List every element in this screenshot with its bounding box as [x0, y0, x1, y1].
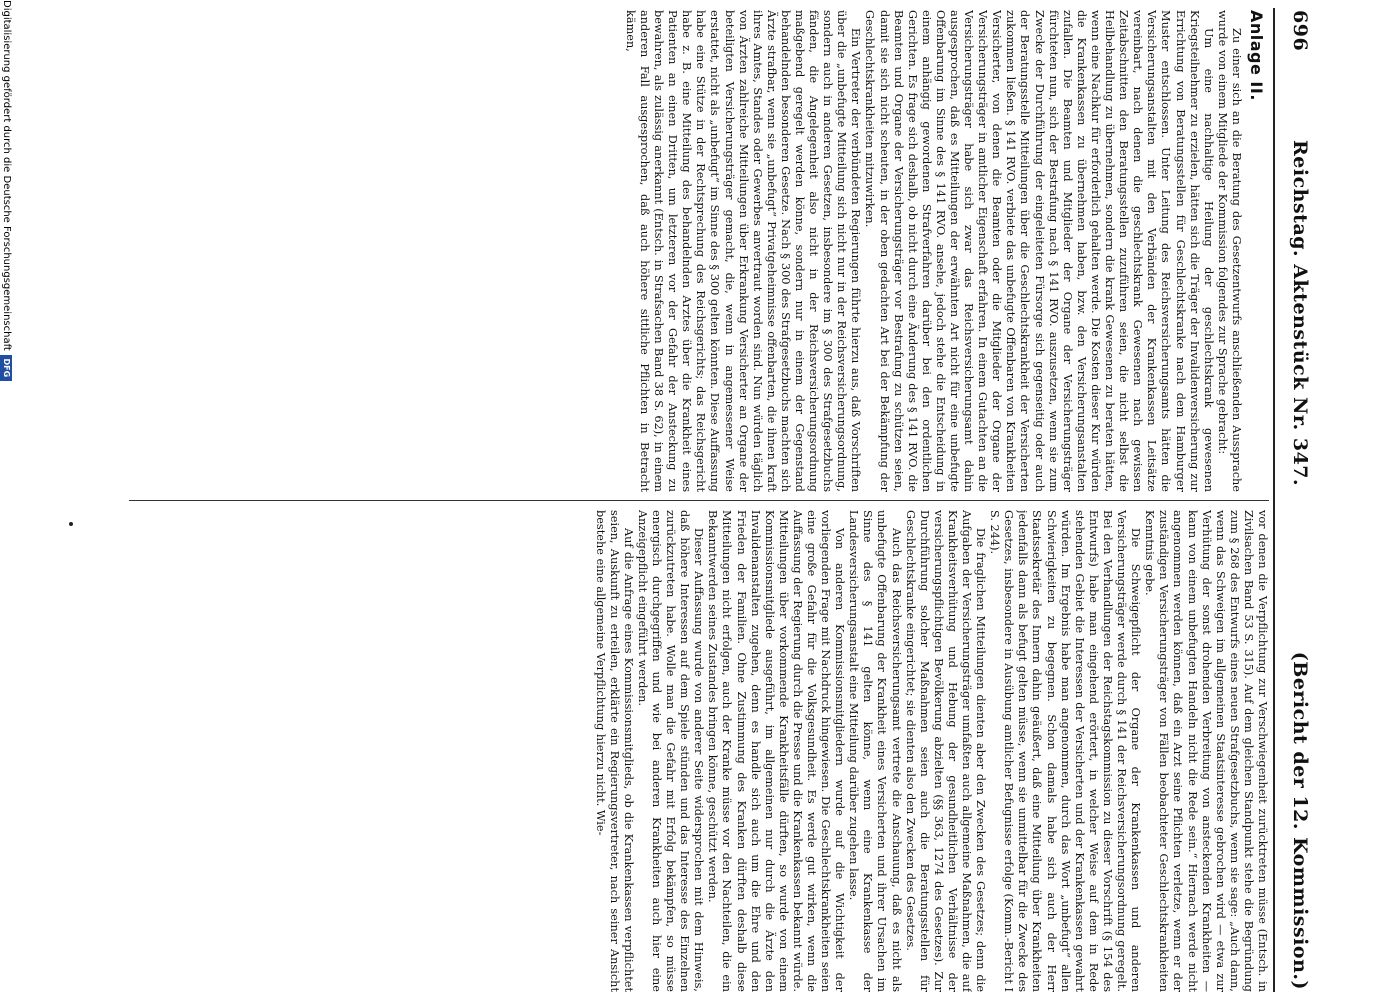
paragraph: Die fraglichen Mitteilungen dienten aber den Zwecken des Gesetzes; denn die Aufgaben der Versicherungsträger umfaßten auch allgemeine Maßnahmen, die auf Krankheitsverhütung und Hebung der gesundheitlichen Verhältnisse der versicherungspflichtigen Bevölkerung abzielten (§§ 363, 1274 des Gesetzes). Zur Durchführung solcher Maßnahmen seien auch die Beratungsstellen für Geschlechtskranke eingerichtet; sie dienten also den Zwecken des Gesetzes.: [903, 510, 988, 992]
credit-text: Digitalisierung gefördert durch die Deutsche Forschungsgemeinschaft: [1, 0, 12, 351]
paragraph: Die Schweigepflicht der Organe der Krankenkassen und anderen Versicherungsträger werde durch § 141 der Reichsversicherungsordnung geregelt. Bei den Verhandlungen der Reichstagskommission zu dieser Vorschrift (§ 154 des Entwurfs) habe man eingehend erörtert, in welcher Weise auf dem in Rede stehenden Gebiet die Interessen der Versicherten und der Krankenkassen gewahrt würden. Im Ergebnis habe man angenommen, durch das Wort „unbefugt“ allen Schwierigkeiten zu begegnen. Schon damals habe sich auch der Herr Staatssekretär des Innern dahin geäußert, daß eine Mitteilung über Krankheiten jedenfalls dann als befugt gelten müsse, wenn sie unmittelbar für die Zwecke des Gesetzes, insbesondere in Ausübung amtlicher Befugnisse erfolge (Komm.-Bericht I S. 244).: [988, 510, 1143, 992]
paragraph: vor denen die Verpflichtung zur Verschwiegenheit zurücktreten müsse (Entsch. in Zivilsachen Band 53 S. 315). Auf dem gleichen Standpunkt stehe die Begründung zum § 268 des Entwurfs eines neuen Strafgesetzbuchs, wenn sie sage: „Auch dann, wenn das Schweigen im allgemeinen Staatsinteresse gebrochen wird — etwa zur Verhütung der sonst drohenden Verbreitung von ansteckenden Krankheiten — kann von einem unbefugten Handeln nicht die Rede sein.“ Hiernach werde nicht angenommen werden können, daß ein Arzt seine Pflichten verletze, wenn er der zuständigen Versicherungsträger von Fällen beobachteter Geschlechtskrankheiten Kenntnis gebe.: [1143, 510, 1269, 992]
column-divider: [129, 500, 1269, 501]
left-column: [129, 10, 1269, 492]
document-title: Reichstag. Aktenstück Nr. 347.: [1289, 140, 1311, 487]
paragraph: Auf die Anfrage eines Kommissionsmitglieds, ob die Krankenkassen verpflichtet seien, Auskunft zu erteilen, erklärte ein Regierungsvertreter, nach seiner Ansicht bestehe eine allgemeine Verpflichtung hierzu nicht. Wie-: [593, 510, 635, 992]
paragraph: Von anderen Kommissionsmitgliedern wurde auf die Wichtigkeit der vorliegenden Frage mit Nachdruck hingewiesen. Die Geschlechtskrankheiten seien eine große Gefahr für die Volksgesundheit. Es werde gut wirken, wenn die Auffassung der Regierung durch die Presse und die Krankenkassen bekannt würde. Mitteilungen über vorkommende Krankheitsfälle dürften, so wurde von einem Kommissionsmitgliede ausgeführt, im allgemeinen nur durch die Ärzte den Invalidenanstalten zugehen, denn es handle sich auch um die Ehre und den Frieden der Familien. Ohne Zustimmung des Kranken dürften deshalb diese Mitteilungen nicht erfolgen, auch der Kranke müsse vor den Nachteilen, die ein Bekanntwerden seines Zustandes bringen könne, geschützt werden.: [706, 510, 847, 992]
digitization-credit: [0, 0, 13, 1000]
paragraph: Ein Vertreter der verbündeten Regierungen führte hierzu aus, daß Vorschriften über die „unbefugte Mitteilung sich nicht nur in der Reichsversicherungsordnung, sondern auch in anderen Gesetzen, insbesondere im § 300 des Strafgesetzbuchs fänden, die Angelegenheit also nicht in der Reichsversicherungsordnung maßgebend geregelt werden könne, sondern nur in einem der Gegenstand behandelnden besonderen Gesetze. Nach § 300 des Strafgesetzbuchs machten sich Ärzte strafbar, wenn sie „unbefugt“ Privatgeheimnisse offenbarten, die ihnen kraft ihres Amtes, Standes oder Gewerbes anvertraut worden sind. Nun würden täglich von Ärzten zahlreiche Mitteilungen über Erkrankung Versicherter an Organe der beteiligten Versicherungsträger gemacht, die, wenn in angemessener Weise erstattet, nicht als „unbefugt“ im Sinne des § 300 gelten könnten. Diese Auffassung habe eine Stütze in der Rechtsprechung des Reichsgerichts; das Reichsgericht habe z. B. eine Mitteilung des behandelnden Arztes über die Krankheit eines Patienten an einen Dritten, um letzteren vor der Gefahr der Ansteckung zu bewahren, als zulässig anerkannt (Entsch. in Strafsachen Band 38 S. 62), in einem anderen Fall ausgesprochen, daß auch höhere sittliche Pflichten in Betracht kämen,: [623, 10, 863, 492]
right-column: [129, 510, 1269, 992]
annex-heading: Anlage II.: [1247, 10, 1266, 101]
report-title: (Bericht der 12. Kommission.): [1289, 651, 1311, 990]
page-number: 696: [1289, 10, 1311, 52]
scan-speck: [69, 522, 73, 526]
paragraph: Auch das Reichsversicherungsamt vertrete die Anschauung, daß es nicht als unbefugte Offenbarung der Krankheit eines Versicherten und ihrer Ursachen im Sinne des § 141 gelten könne, wenn eine Krankenkasse der Landesversicherungsanstalt eine Mitteilung darüber zugehen lasse.: [847, 510, 903, 992]
paragraph: Um eine nachhaltige Heilung der geschlechtskrank gewesenen Kriegsteilnehmer zu erzielen, hätten sich die Träger der Invalidenversicherung zur Errichtung von Beratungsstellen für Geschlechtskranke nach dem Hamburger Muster entschlossen. Unter Leitung des Reichsversicherungsamts hätten die Versicherungsanstalten mit den Verbänden der Krankenkassen Leitsätze vereinbart, nach denen die geschlechtskrank Gewesenen nach gewissen Zeitabschnitten den Beratungsstellen zuzuführen seien, die nicht selbst die Heilbehandlung zu übernehmen, sondern die krank Gewesenen zu beraten hätten, wenn eine Nachkur für erforderlich gehalten werde. Die Kosten dieser Kur würden die Krankenkassen zu übernehmen haben, bzw. den Versicherungsanstalten zufallen. Die Beamten und Mitglieder der Organe der Versicherungsträger fürchteten nun, sich der Bestrafung nach § 141 RVO. auszusetzen, wenn sie zum Zwecke der Durchführung der eingeleiteten Fürsorge sich gegenseitig oder auch der Beratungsstelle Mitteilungen über die Geschlechtskrankheit der Versicherten zukommen ließen. § 141 RVO. verbiete das unbefugte Offenbaren von Krankheiten Versicherter, von denen die Beamten oder die Mitglieder der Organe der Versicherungsträger in amtlicher Eigenschaft erfahren. In einem Gutachten an die Versicherungsträger habe sich zwar das Reichsversicherungsamt dahin ausgesprochen, daß es Mitteilungen der erwähnten Art nicht für eine unbefugte Offenbarung im Sinne des § 141 RVO. ansehe, jedoch stehe die Entscheidung in einem anhängig gewordenen Strafverfahren darüber bei den ordentlichen Gerichten. Es frage sich deshalb, ob nicht durch eine Änderung des § 141 RVO. die Beamten und Organe der Versicherungsträger vor Bestrafung zu schützen seien, damit sie sich nicht scheuten, in der oben gedachten Art bei der Bekämpfung der Geschlechtskrankheiten mitzuwirken.: [863, 10, 1215, 492]
dfg-logo: DFG: [1, 355, 13, 381]
page-header: [1275, 0, 1315, 1000]
paragraph: Zu einer sich an die Beratung des Gesetzentwurfs anschließenden Aussprache wurde von einem Mitgliede der Kommission folgendes zur Sprache gebracht:: [1215, 10, 1243, 492]
paragraph: Dieser Auffassung wurde von anderer Seite widersprochen mit dem Hinweis, daß höhere Interessen auf dem Spiele stünden und das Interesse des Einzelnen zurückzutreten habe. Wolle man die Gefahr mit Erfolg bekämpfen, so müsse energisch durchgegriffen und wie bei anderen Krankheiten auch hier eine Anzeigepflicht eingeführt werden.: [635, 510, 706, 992]
header-rule: [1273, 8, 1275, 992]
